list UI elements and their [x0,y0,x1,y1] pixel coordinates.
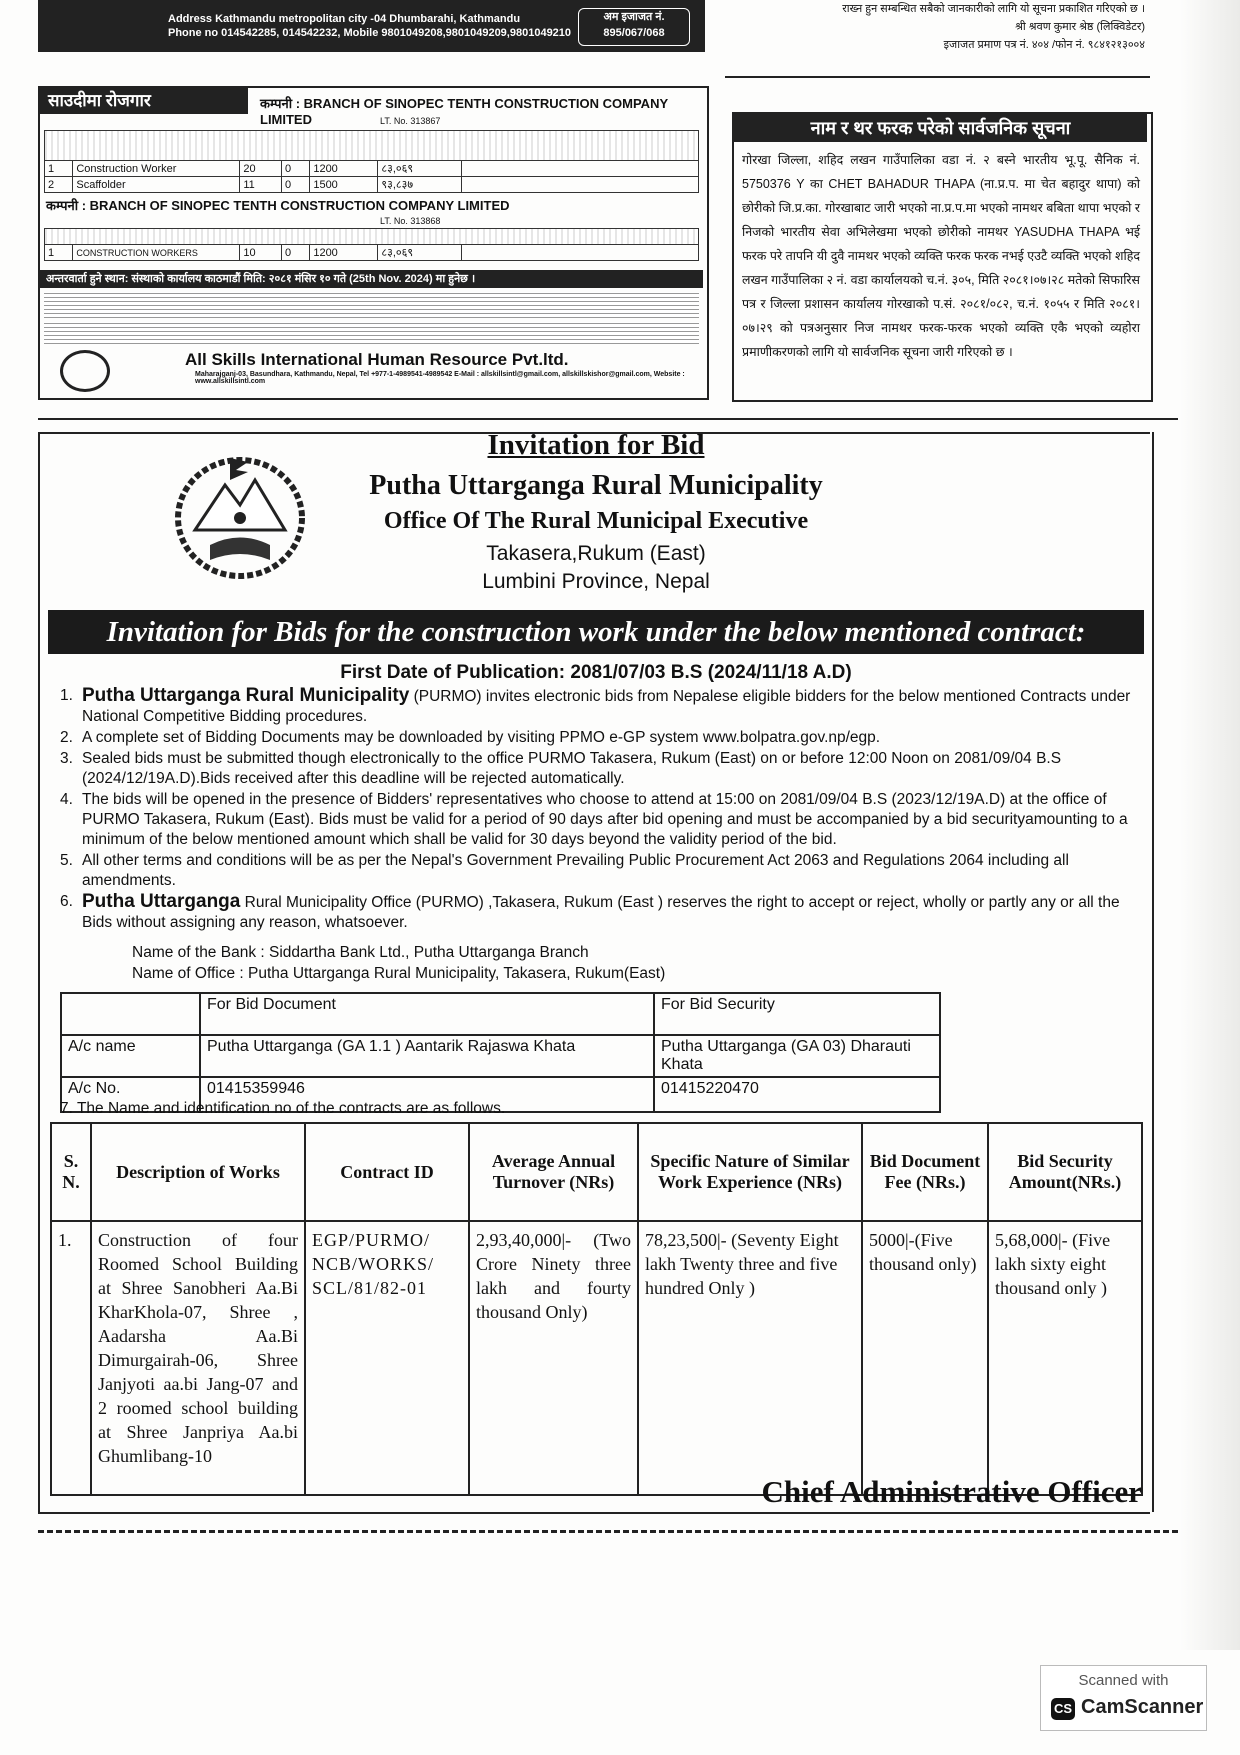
agency-name: All Skills International Human Resource Pvt.ltd. [185,350,569,369]
top-left-ad [38,0,705,52]
invitation-for-bid [38,429,1154,1512]
col-header-doc-fee: Bid Document Fee (NRs.) [862,1123,988,1221]
post-cell: Scaffolder [73,177,240,193]
account-number-sec: 01415220470 [654,1077,940,1112]
clause-text: The bids will be opened in the presence of Bidders' representatives who choose to attend at 15:00 on 2081/09/04 B.S (2023/12/19A.D) at the office of PURMO Takasera, Rukum (East). Bids must be valid for a period of 90 days after bid opening and must be accompanied by a bid securityamounting to a minimum of the below mentioned amount which shall be valid for 30 days beyond the validity period of the bid. [82,791,1128,848]
lt-number-1: LT. No. 313867 [380,116,441,126]
table-header-row [45,131,699,161]
notice-license: इजाजत प्रमाण पत्र नं. ४०४ /फोन नं. ९८४१२१३००४ [943,39,1145,51]
table-row [51,1221,1142,1495]
clause-number: 1. [60,687,73,704]
table-header-row [51,1123,1142,1221]
row-label: A/c name [61,1035,200,1077]
cell-doc-fee: 5000|-(Five thousand only) [862,1221,988,1495]
top-right-notice [725,0,1145,72]
table-row [45,177,699,193]
contract-table [50,1122,1143,1496]
watermark-brand: CamScanner [1081,1696,1204,1718]
notice-signatory: श्री श्रवण कुमार श्रेष्ठ (लिक्विडेटर) [1015,21,1145,33]
salary-npr-cell: ९३,८३७ [378,177,462,193]
row-label: A/c No. [61,1077,200,1112]
scan-edge-shadow [1180,0,1240,1650]
table-row [61,993,940,1035]
divider [725,76,1150,78]
clause-6 [60,892,1140,933]
agency-logo [60,350,110,392]
clause-7: 7. The Name and identification no of the contracts are as follows. [60,1100,506,1117]
clause-number: 3. [60,750,73,767]
cell-experience: 78,23,500|- (Seventy Eight lakh Twenty three and five hundred Only ) [638,1221,862,1495]
ifb-clauses [60,686,1140,934]
other-cell [462,177,699,193]
header-cell [45,131,699,161]
clause-text: Sealed bids must be submitted though electronically to the office PURMO Takasera, Rukum (East) on or before 12:00 Noon on 2081/09/04 B.S (2024/12/19A.D).Bids received after this deadline will be rejected automatically. [82,750,1062,787]
ad-address-block [168,12,571,40]
fine-print-text [44,322,699,344]
post-cell: Construction Worker [73,161,240,177]
salary-sr-cell: 1500 [310,177,378,193]
section-divider [38,418,1178,420]
col-header-turnover: Average Annual Turnover (NRs) [469,1123,638,1221]
clause-bold: Putha Uttarganga Rural Municipality [82,685,410,706]
table-row [45,161,699,177]
office-name-line: Name of Office : Putha Uttarganga Rural Municipality, Takasera, Rukum(East) [132,965,666,982]
account-number-doc: 01415359946 [200,1077,654,1112]
ad-phone: Phone no 014542285, 014542232, Mobile 9801049208,9801049209,9801049210 [168,27,572,39]
address-line-1: Takasera,Rukum (East) [486,542,706,565]
salary-sr-cell: 1200 [310,245,378,261]
ifb-bottom-border [38,1512,1150,1514]
clause-bold: Putha Uttarganga [82,891,241,912]
permit-label: अम इजाजत नं. [603,11,665,23]
name-change-notice [732,112,1153,402]
publication-date: First Date of Publication: 2081/07/03 B.S (2024/11/18 A.D) [340,662,852,683]
account-name-sec: Putha Uttarganga (GA 03) Dharauti Khata [654,1035,940,1077]
clause-text: Rural Municipality Office (PURMO) ,Takasera, Rukum (East ) reserves the right to accept or reject, wholly or partly any or all the Bids without assigning any reason, whatsoever. [82,894,1120,931]
ad-permit-box [578,8,690,46]
header-cell: For Bid Security [654,993,940,1035]
other-cell [462,161,699,177]
job-ad-header: साउदीमा रोजगार [40,88,248,114]
notice-line: राख्न हुन सम्बन्धित सबैको जानकारीको लागि यो सूचना प्रकाशित गरिएको छ । [842,3,1145,15]
clause-1 [60,686,1140,727]
salary-npr-cell: ८३,०६९ [378,161,462,177]
qty-cell: 20 [240,161,282,177]
account-name-doc: Putha Uttarganga (GA 1.1 ) Aantarik Rajaswa Khata [200,1035,654,1077]
sn-cell: 1 [45,161,73,177]
clause-3 [60,749,1140,789]
col-header-sn: S. N. [51,1123,91,1221]
table-row [45,245,699,261]
permit-number: 895/067/068 [603,27,665,39]
camscanner-logo-icon: CS [1051,1698,1075,1720]
clause-4 [60,790,1140,850]
fine-print-table [44,292,699,318]
header-cell: For Bid Document [200,993,654,1035]
qty-cell: 0 [281,177,309,193]
cell-contract-id: EGP/PURMO/ NCB/WORKS/ SCL/81/82-01 [305,1221,469,1495]
qty-cell: 10 [240,245,282,261]
clause-5 [60,851,1140,891]
account-table [60,992,941,1113]
cell-bid-security: 5,68,000|- (Five lakh sixty eight thousand only ) [988,1221,1142,1495]
col-header-experience: Specific Nature of Similar Work Experience (NRs) [638,1123,862,1221]
col-header-bid-security: Bid Security Amount(NRs.) [988,1123,1142,1221]
table-header-row [45,229,699,245]
ifb-title: Invitation for Bid [487,429,705,461]
lt-number-2: LT. No. 313868 [380,216,441,226]
agency-contact: Maharajganj-03, Basundhara, Kathmandu, Nepal, Tel +977-1-4989541-4989542 E-Mail : allskillsintl@gmail.com, allskillskishor@gmail.com, Website : www.allskillsintl.com [195,371,685,385]
cell-description: Construction of four Roomed School Building at Shree Sanobheri Aa.Bi KharKhola-07, Shree , Aadarsha Aa.Bi Dimurgairah-06, Shree Janjyoti aa.bi Jang-07 and 2 roomed school building at Shree Janpriya Aa.bi Ghumlibang-10 [91,1221,305,1495]
salary-npr-cell: ८३,०६९ [378,245,462,261]
company-name-1: कम्पनी : BRANCH OF SINOPEC TENTH CONSTRUCTION COMPANY LIMITED [260,96,668,127]
sn-cell: 1 [45,245,73,261]
interview-band: अन्तरवार्ता हुने स्थान: संस्थाको कार्यालय काठमाडौं मिति: २०८१ मंसिर १० गते (25th Nov. 2024) मा हुनेछ । [40,270,703,288]
sn-cell: 2 [45,177,73,193]
bank-name-line: Name of the Bank : Siddartha Bank Ltd., Putha Uttarganga Branch [132,944,589,961]
company-name-2: कम्पनी : BRANCH OF SINOPEC TENTH CONSTRUCTION COMPANY LIMITED [46,198,510,213]
cell-turnover: 2,93,40,000|- (Two Crore Ninety three lakh and fourty thousand Only) [469,1221,638,1495]
col-header-contract-id: Contract ID [305,1123,469,1221]
qty-cell: 0 [281,161,309,177]
clause-number: 4. [60,791,73,808]
notice-body: गोरखा जिल्ला, शहिद लखन गाउँपालिका वडा नं. २ बस्ने भारतीय भू.पू. सैनिक नं. 5750376 Y का CHET BAHADUR THAPA (ना.प्र.प. मा चेत बहादुर थापा) को छोरीको जि.प्र.का. गोरखाबाट जारी भएको ना.प्र.प.मा भएको नामथर बबिता थापा भएको र निजको भारतीय सेवा अभिलेखमा भएको छोरीको नामथर YASUDHA THAPA भई फरक परे तापनि यी दुवै नामथर भएको व्यक्ति फरक फरक नभई एउटै व्यक्ति भएको शहिद लखन गाउँपालिका २ नं. वडा कार्यालयको च.नं. ३०५, मिति २०८१।०७।२८ मतेको सिफारिस पत्र र जिल्ला प्रशासन कार्यालय गोरखाको प.सं. २०८१/०८२, च.नं. १०५५ र मिति २०८१।०७।२९ को पत्रअनुसार निज नामथर फरक-फरक भएको व्यक्ति एकै भएको व्यहोरा प्रमाणीकरणको लागि यो सार्वजनिक सूचना जारी गरिएको छ । [742,153,1140,359]
camscanner-watermark [1040,1665,1207,1731]
clause-text: A complete set of Bidding Documents may be downloaded by visiting PPMO e-GP system www.bolpatra.gov.np/egp. [82,729,881,746]
salary-sr-cell: 1200 [310,161,378,177]
job-table-1 [44,130,699,193]
clause-number: 2. [60,729,73,746]
clause-2 [60,728,1140,748]
signatory-title: Chief Administrative Officer [761,1474,1142,1509]
col-header-description: Description of Works [91,1123,305,1221]
clause-number: 6. [60,893,73,910]
clause-number: 5. [60,852,73,869]
other-cell [462,245,699,261]
empty-cell [61,993,200,1035]
ad-address: Address Kathmandu metropolitan city -04 Dhumbarahi, Kathmandu [168,13,521,25]
qty-cell: 11 [240,177,282,193]
clause-text: All other terms and conditions will be as per the Nepal's Government Prevailing Public Procurement Act 2063 and Regulations 2064 including all amendments. [82,852,1069,889]
address-line-2: Lumbini Province, Nepal [482,570,710,593]
post-cell: CONSTRUCTION WORKERS [73,245,240,261]
header-cell [45,229,699,245]
qty-cell: 0 [281,245,309,261]
office-name: Office Of The Rural Municipal Executive [383,508,809,534]
job-table-2 [44,228,699,261]
municipality-name: Putha Uttarganga Rural Municipality [369,470,823,501]
page-divider [38,1530,1178,1533]
clause-text: (PURMO) invites electronic bids from Nepalese eligible bidders for the below mentioned Contracts under National Competitive Bidding procedures. [82,688,1131,725]
job-advertisement [38,86,709,400]
ifb-banner: Invitation for Bids for the construction work under the below mentioned contract: [48,610,1144,654]
watermark-caption: Scanned with [1078,1672,1169,1689]
table-row [61,1035,940,1077]
notice-header: नाम र थर फरक परेको सार्वजनिक सूचना [734,114,1147,142]
cell-sn: 1. [51,1221,91,1495]
